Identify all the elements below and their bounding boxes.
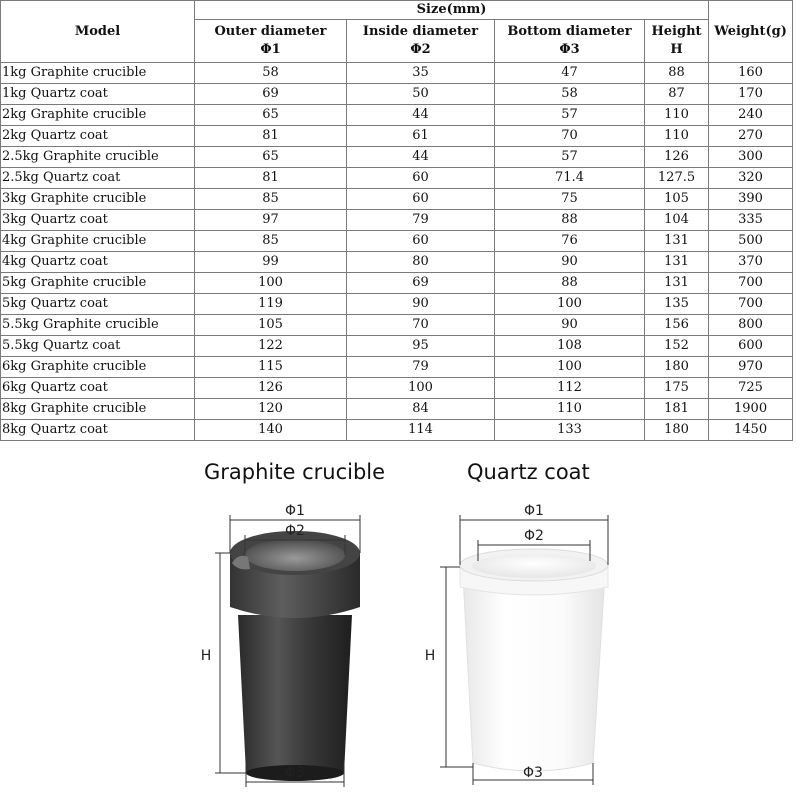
table-row xyxy=(1,420,793,441)
cell-model: 5.5kg Graphite crucible xyxy=(1,315,195,336)
cell-inside: 60 xyxy=(347,231,495,252)
graphite-phi2-label: Φ2 xyxy=(285,523,305,539)
cell-weight: 320 xyxy=(709,168,793,189)
cell-weight: 240 xyxy=(709,105,793,126)
cell-outer: 99 xyxy=(195,252,347,273)
cell-inside: 61 xyxy=(347,126,495,147)
cell-inside: 84 xyxy=(347,399,495,420)
cell-weight: 300 xyxy=(709,147,793,168)
table-row xyxy=(1,378,793,399)
cell-height: 126 xyxy=(645,147,709,168)
cell-height: 105 xyxy=(645,189,709,210)
cell-height: 131 xyxy=(645,252,709,273)
cell-weight: 970 xyxy=(709,357,793,378)
cell-bottom: 71.4 xyxy=(495,168,645,189)
cell-height: 156 xyxy=(645,315,709,336)
cell-height: 180 xyxy=(645,357,709,378)
cell-model: 2.5kg Quartz coat xyxy=(1,168,195,189)
cell-outer: 100 xyxy=(195,273,347,294)
table-row xyxy=(1,210,793,231)
cell-model: 6kg Graphite crucible xyxy=(1,357,195,378)
cell-model: 5kg Graphite crucible xyxy=(1,273,195,294)
cell-inside: 90 xyxy=(347,294,495,315)
cell-bottom: 100 xyxy=(495,294,645,315)
cell-bottom: 58 xyxy=(495,84,645,105)
cell-height: 131 xyxy=(645,231,709,252)
quartz-h-label: H xyxy=(424,648,436,664)
cell-model: 8kg Quartz coat xyxy=(1,420,195,441)
cell-model: 8kg Graphite crucible xyxy=(1,399,195,420)
cell-weight: 600 xyxy=(709,336,793,357)
cell-bottom: 76 xyxy=(495,231,645,252)
header-bottom-diameter xyxy=(495,20,645,63)
cell-weight: 725 xyxy=(709,378,793,399)
cell-height: 131 xyxy=(645,273,709,294)
cell-model: 6kg Quartz coat xyxy=(1,378,195,399)
cell-inside: 100 xyxy=(347,378,495,399)
table-row xyxy=(1,105,793,126)
header-bottom-diameter-label: Bottom diameter xyxy=(507,24,632,39)
cell-outer: 120 xyxy=(195,399,347,420)
table-row xyxy=(1,168,793,189)
cell-model: 5.5kg Quartz coat xyxy=(1,336,195,357)
cell-bottom: 90 xyxy=(495,315,645,336)
cell-model: 2kg Quartz coat xyxy=(1,126,195,147)
cell-bottom: 70 xyxy=(495,126,645,147)
cell-height: 181 xyxy=(645,399,709,420)
cell-weight: 390 xyxy=(709,189,793,210)
table-row xyxy=(1,273,793,294)
cell-inside: 80 xyxy=(347,252,495,273)
cell-model: 1kg Graphite crucible xyxy=(1,63,195,84)
cell-height: 88 xyxy=(645,63,709,84)
cell-inside: 60 xyxy=(347,168,495,189)
cell-outer: 119 xyxy=(195,294,347,315)
quartz-phi2-label: Φ2 xyxy=(524,528,544,544)
cell-weight: 270 xyxy=(709,126,793,147)
quartz-coat-diagram xyxy=(418,495,628,795)
cell-outer: 140 xyxy=(195,420,347,441)
cell-bottom: 100 xyxy=(495,357,645,378)
cell-bottom: 57 xyxy=(495,147,645,168)
cell-inside: 79 xyxy=(347,357,495,378)
cell-inside: 35 xyxy=(347,63,495,84)
table-row xyxy=(1,336,793,357)
cell-model: 4kg Graphite crucible xyxy=(1,231,195,252)
cell-model: 3kg Graphite crucible xyxy=(1,189,195,210)
cell-weight: 500 xyxy=(709,231,793,252)
table-body xyxy=(1,63,793,441)
cell-outer: 65 xyxy=(195,147,347,168)
cell-height: 135 xyxy=(645,294,709,315)
table-row xyxy=(1,357,793,378)
cell-height: 87 xyxy=(645,84,709,105)
table-row xyxy=(1,189,793,210)
quartz-phi1-label: Φ1 xyxy=(524,503,544,519)
table-row xyxy=(1,252,793,273)
cell-height: 180 xyxy=(645,420,709,441)
header-outer-diameter-symbol: Φ1 xyxy=(260,42,281,57)
graphite-crucible-shape xyxy=(230,531,360,781)
graphite-phi3-label: Φ3 xyxy=(285,765,305,781)
cell-weight: 160 xyxy=(709,63,793,84)
cell-height: 152 xyxy=(645,336,709,357)
cell-model: 5kg Quartz coat xyxy=(1,294,195,315)
cell-weight: 1900 xyxy=(709,399,793,420)
table-row xyxy=(1,399,793,420)
cell-height: 104 xyxy=(645,210,709,231)
cell-weight: 170 xyxy=(709,84,793,105)
header-height xyxy=(645,20,709,63)
cell-bottom: 47 xyxy=(495,63,645,84)
quartz-phi3-label: Φ3 xyxy=(523,765,543,781)
cell-weight: 700 xyxy=(709,294,793,315)
cell-inside: 79 xyxy=(347,210,495,231)
cell-bottom: 90 xyxy=(495,252,645,273)
graphite-phi1-label: Φ1 xyxy=(285,503,305,519)
cell-inside: 69 xyxy=(347,273,495,294)
table-row xyxy=(1,63,793,84)
cell-height: 127.5 xyxy=(645,168,709,189)
cell-outer: 85 xyxy=(195,231,347,252)
cell-outer: 81 xyxy=(195,168,347,189)
header-height-label: Height xyxy=(651,24,702,39)
cell-inside: 44 xyxy=(347,105,495,126)
table-row xyxy=(1,147,793,168)
cell-outer: 65 xyxy=(195,105,347,126)
cell-outer: 69 xyxy=(195,84,347,105)
cell-bottom: 112 xyxy=(495,378,645,399)
cell-outer: 58 xyxy=(195,63,347,84)
cell-bottom: 57 xyxy=(495,105,645,126)
cell-bottom: 88 xyxy=(495,273,645,294)
cell-weight: 370 xyxy=(709,252,793,273)
cell-model: 2kg Graphite crucible xyxy=(1,105,195,126)
graphite-crucible-title: Graphite crucible xyxy=(204,460,386,484)
cell-inside: 70 xyxy=(347,315,495,336)
cell-outer: 97 xyxy=(195,210,347,231)
cell-model: 2.5kg Graphite crucible xyxy=(1,147,195,168)
header-outer-diameter-label: Outer diameter xyxy=(214,24,327,39)
cell-inside: 50 xyxy=(347,84,495,105)
cell-model: 1kg Quartz coat xyxy=(1,84,195,105)
cell-outer: 122 xyxy=(195,336,347,357)
cell-model: 4kg Quartz coat xyxy=(1,252,195,273)
graphite-crucible-diagram xyxy=(190,495,380,795)
header-outer-diameter xyxy=(195,20,347,63)
quartz-coat-shape xyxy=(460,549,608,771)
cell-height: 110 xyxy=(645,126,709,147)
cell-weight: 800 xyxy=(709,315,793,336)
table-row xyxy=(1,315,793,336)
table-row xyxy=(1,294,793,315)
cell-inside: 44 xyxy=(347,147,495,168)
cell-outer: 126 xyxy=(195,378,347,399)
quartz-coat-title: Quartz coat xyxy=(467,460,590,484)
cell-bottom: 133 xyxy=(495,420,645,441)
header-weight: Weight(g) xyxy=(709,1,793,63)
cell-inside: 60 xyxy=(347,189,495,210)
cell-model: 3kg Quartz coat xyxy=(1,210,195,231)
table-row xyxy=(1,126,793,147)
header-height-symbol: H xyxy=(670,42,683,57)
cell-outer: 81 xyxy=(195,126,347,147)
header-model: Model xyxy=(1,1,195,63)
header-bottom-diameter-symbol: Φ3 xyxy=(559,42,580,57)
cell-bottom: 108 xyxy=(495,336,645,357)
cell-bottom: 88 xyxy=(495,210,645,231)
cell-outer: 85 xyxy=(195,189,347,210)
cell-weight: 700 xyxy=(709,273,793,294)
header-size: Size(mm) xyxy=(195,1,709,20)
table-row xyxy=(1,84,793,105)
cell-height: 175 xyxy=(645,378,709,399)
cell-outer: 115 xyxy=(195,357,347,378)
cell-inside: 114 xyxy=(347,420,495,441)
table-row xyxy=(1,231,793,252)
cell-height: 110 xyxy=(645,105,709,126)
cell-weight: 335 xyxy=(709,210,793,231)
cell-bottom: 110 xyxy=(495,399,645,420)
header-inside-diameter-symbol: Φ2 xyxy=(410,42,431,57)
header-inside-diameter-label: Inside diameter xyxy=(362,24,479,39)
cell-weight: 1450 xyxy=(709,420,793,441)
cell-bottom: 75 xyxy=(495,189,645,210)
graphite-h-label: H xyxy=(200,648,212,664)
cell-inside: 95 xyxy=(347,336,495,357)
header-inside-diameter xyxy=(347,20,495,63)
cell-outer: 105 xyxy=(195,315,347,336)
